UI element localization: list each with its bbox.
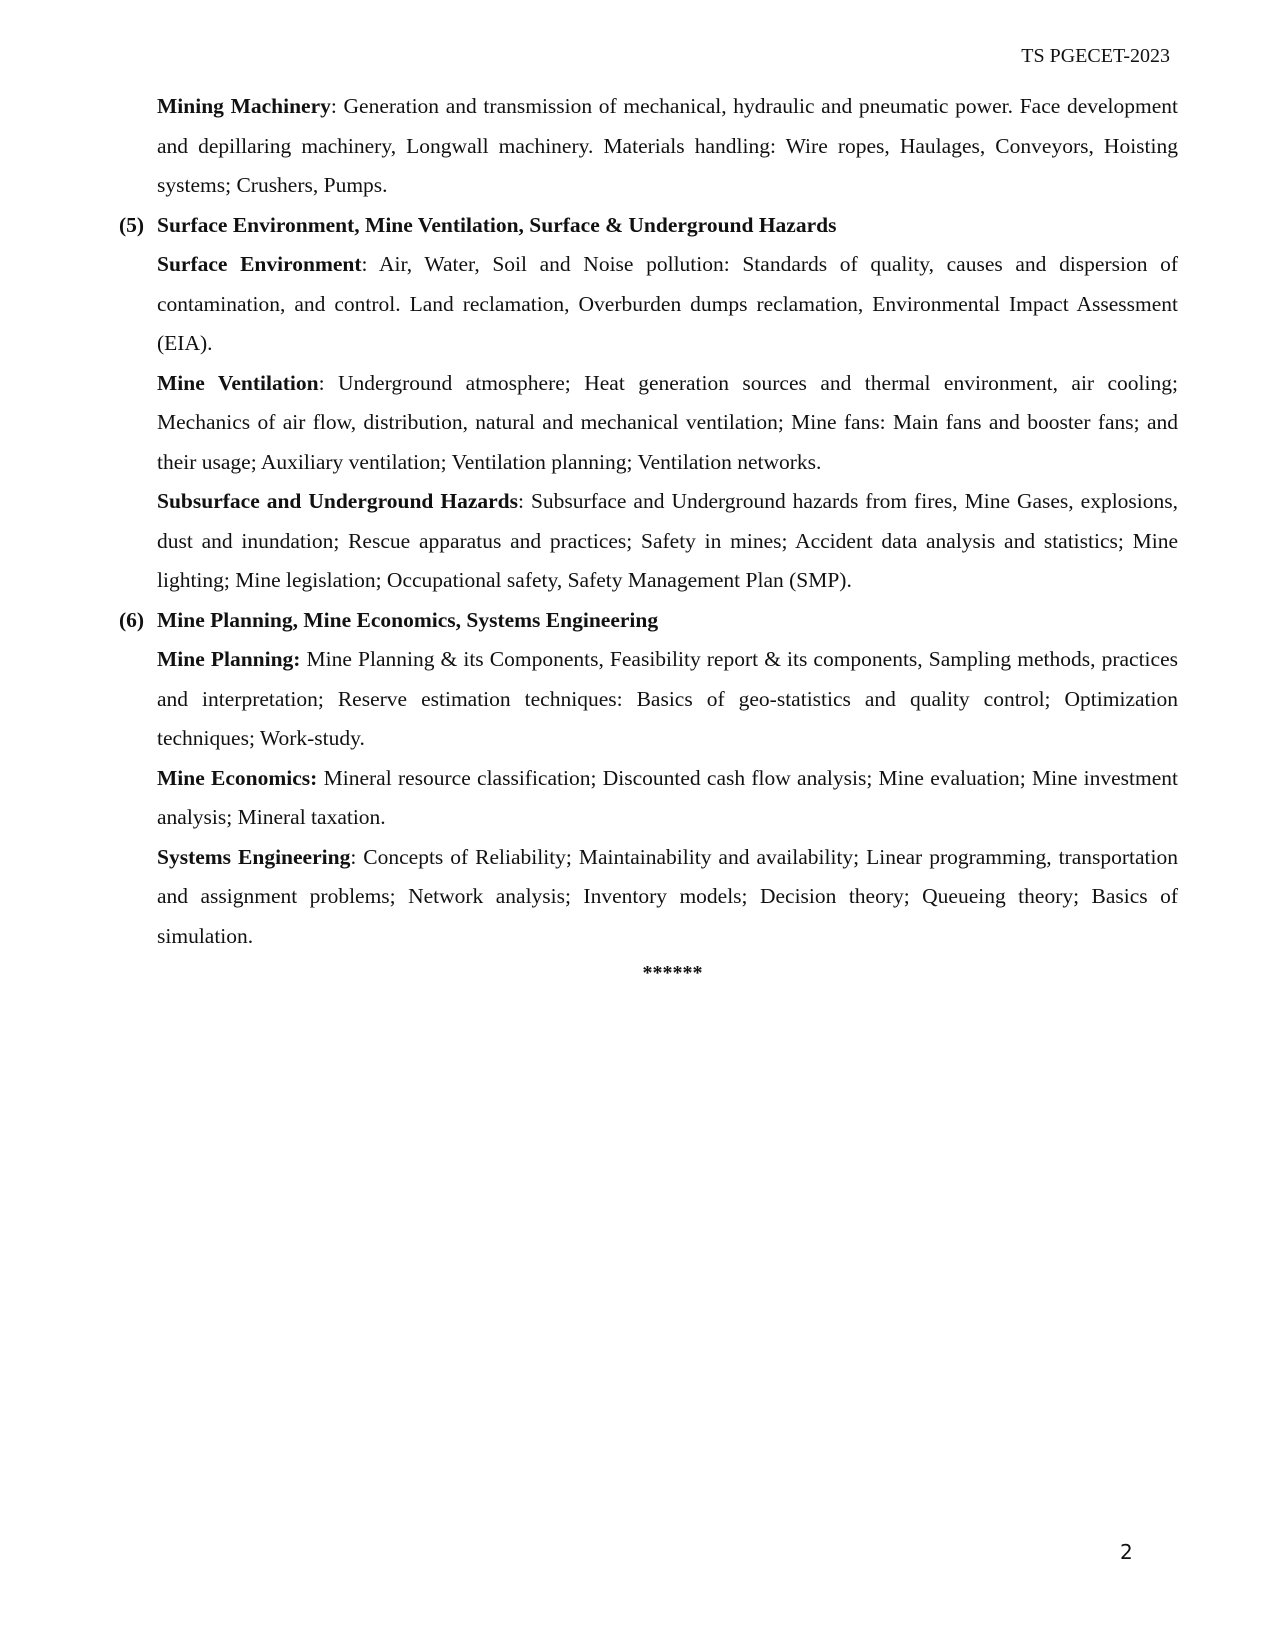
- document-header: TS PGECET-2023: [1021, 45, 1170, 67]
- paragraph-text: : Generation and transmission of mechanical, hydraulic and pneumatic power. Face development and depillaring machinery, Longwall machinery. Materials handling: Wire ropes, Haulages, Conveyors, Hoisting systems; Crushers, Pumps.: [157, 94, 1178, 197]
- surface-environment-paragraph: [157, 245, 1178, 364]
- paragraph-label: Mine Ventilation: [157, 370, 319, 395]
- section-5-heading: [119, 206, 1178, 246]
- end-marker: ******: [642, 962, 703, 984]
- systems-engineering-paragraph: [157, 838, 1178, 957]
- mine-ventilation-paragraph: [157, 364, 1178, 483]
- section-title: Surface Environment, Mine Ventilation, Surface & Underground Hazards: [157, 212, 837, 237]
- paragraph-text: : Subsurface and Underground hazards from fires, Mine Gases, explosions, dust and inundation; Rescue apparatus and practices; Safety in mines; Accident data analysis and statistics; Mine lighting; Mine legislation; Occupational safety, Safety Management Plan (SMP).: [157, 489, 1178, 592]
- paragraph-text: : Concepts of Reliability; Maintainability and availability; Linear programming, transportation and assignment problems; Network analysis; Inventory models; Decision theory; Queueing theory; Basics of simulation.: [157, 844, 1179, 948]
- paragraph-label: Mine Economics:: [157, 765, 318, 790]
- syllabus-content: [119, 87, 1179, 988]
- mine-economics-paragraph: [157, 759, 1178, 838]
- paragraph-text: Mine Planning & its Components, Feasibility report & its components, Sampling methods, practices and interpretation; Reserve estimation techniques: Basics of geo-statistics and quality control; Optimization techniques; Work-study.: [157, 647, 1178, 750]
- mine-planning-paragraph: [157, 640, 1178, 759]
- mining-machinery-paragraph: [157, 87, 1178, 206]
- paragraph-label: Subsurface and Underground Hazards: [157, 489, 518, 513]
- page-number: 2: [1120, 1540, 1133, 1564]
- paragraph-text: : Air, Water, Soil and Noise pollution: Standards of quality, causes and dispersion of contamination, and control. Land reclamation, Overburden dumps reclamation, Environmental Impact Assessment (EIA).: [157, 252, 1178, 355]
- paragraph-label: Systems Engineering: [157, 844, 351, 869]
- section-number: (5): [119, 212, 145, 237]
- paragraph-label: Surface Environment: [157, 252, 362, 276]
- paragraph-label: Mine Planning:: [157, 647, 301, 671]
- hazards-paragraph: [157, 482, 1178, 601]
- section-title: Mine Planning, Mine Economics, Systems Engineering: [157, 607, 659, 632]
- paragraph-label: Mining Machinery: [157, 94, 331, 118]
- paragraph-text: : Underground atmosphere; Heat generation sources and thermal environment, air cooling; Mechanics of air flow, distribution, natural and mechanical ventilation; Mine fans: Main fans and booster fans; and their usage; Auxiliary ventilation; Ventilation planning; Ventilation networks.: [157, 370, 1178, 474]
- section-6-heading: [119, 601, 1178, 641]
- section-number: (6): [119, 607, 145, 632]
- paragraph-text: Mineral resource classification; Discounted cash flow analysis; Mine evaluation; Mine investment analysis; Mineral taxation.: [157, 765, 1178, 829]
